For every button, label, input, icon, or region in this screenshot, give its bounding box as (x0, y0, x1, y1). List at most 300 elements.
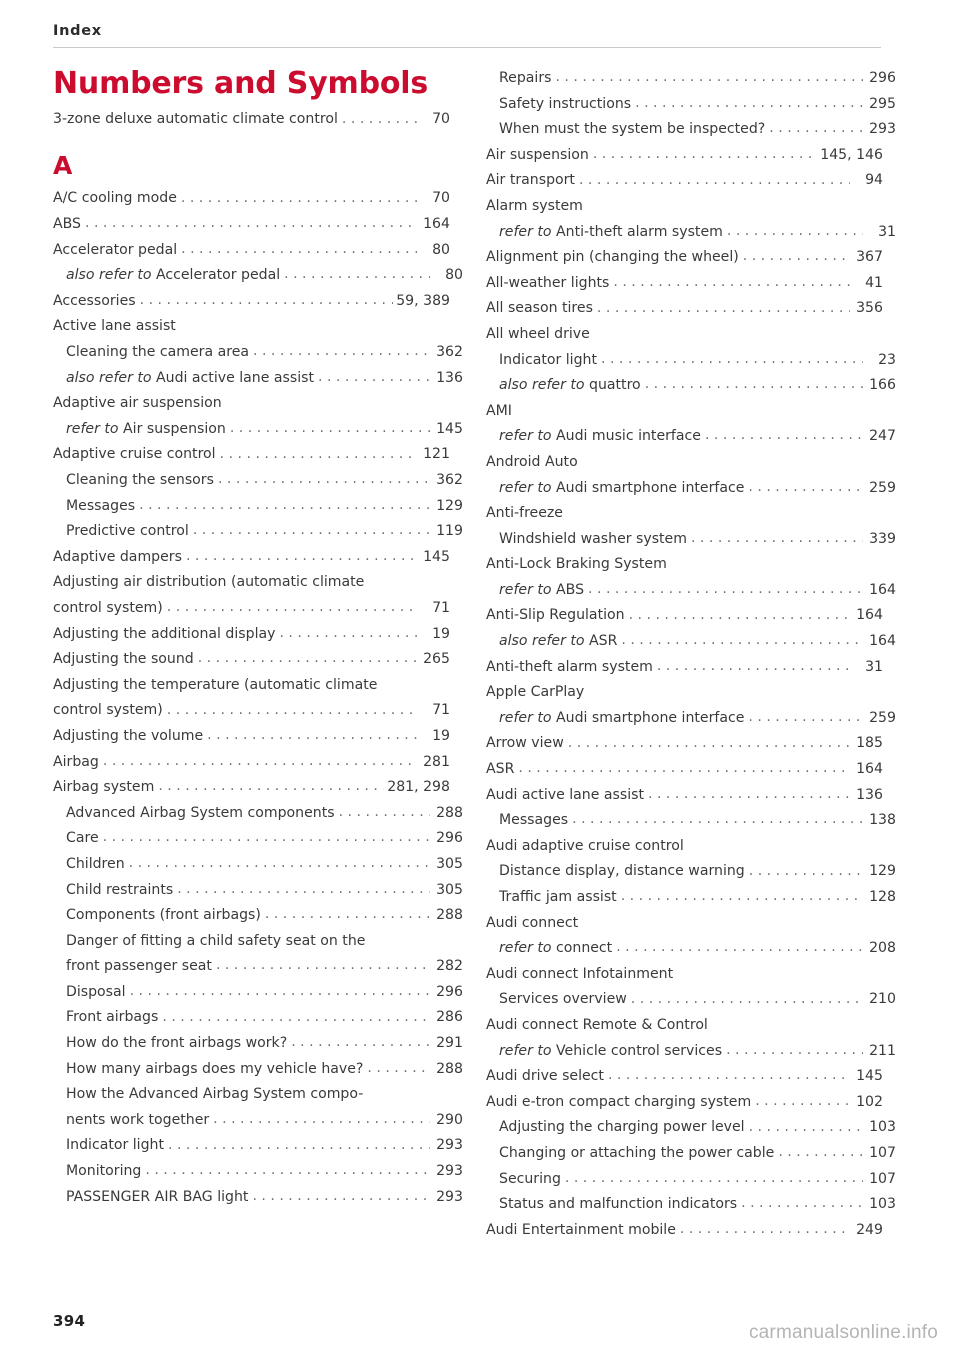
index-entry-page-number: 259 (869, 709, 896, 726)
index-entry-label: ABS (53, 216, 82, 233)
dot-leader (613, 282, 850, 296)
index-entry-page-number: 121 (423, 446, 450, 463)
index-entry-label: How the Advanced Airbag System compo- (66, 1086, 364, 1103)
index-entry-page-number: 145 (436, 420, 463, 437)
index-entry-page-number: 249 (856, 1221, 883, 1238)
dot-leader (207, 735, 417, 749)
dot-leader (216, 966, 430, 980)
index-entry-label: Audi drive select (486, 1068, 604, 1085)
page-header-title: Index (53, 23, 102, 39)
index-entry-label: A/C cooling mode (53, 190, 177, 207)
index-entry-page-number: 208 (869, 940, 896, 957)
index-entry[interactable] (53, 1185, 463, 1211)
index-entry-page-number: 103 (869, 1119, 896, 1136)
dot-leader (167, 710, 417, 724)
index-entry[interactable] (53, 878, 463, 904)
index-entry-label: control system) (53, 702, 163, 719)
dot-leader (213, 1119, 430, 1133)
index-entry[interactable] (53, 929, 463, 980)
dot-leader (342, 119, 417, 133)
index-entry[interactable] (53, 750, 450, 776)
index-entry-label: Components (front airbags) (66, 907, 261, 924)
index-entry-page-number: 288 (436, 907, 463, 924)
index-entry-label: Anti-Slip Regulation (486, 607, 625, 624)
index-entry-crossref-prefix: refer to (499, 428, 557, 445)
index-entry-label: Child restraints (66, 881, 174, 898)
index-entry[interactable] (486, 706, 896, 732)
dot-leader (85, 224, 417, 238)
index-entry-page-number: 265 (423, 651, 450, 668)
index-entry-label: Cleaning the camera area (66, 344, 250, 361)
index-entry[interactable] (486, 450, 883, 476)
index-entry[interactable] (486, 629, 896, 655)
dot-leader (518, 769, 850, 783)
index-entry-label: front passenger seat (66, 958, 212, 975)
index-entry-label: Audi active lane assist (486, 786, 644, 803)
index-entry-page-number: 356 (856, 300, 883, 317)
dot-leader (230, 428, 430, 442)
dot-leader (181, 249, 417, 263)
dot-leader (186, 556, 417, 570)
dot-leader (139, 505, 430, 519)
dot-leader (279, 633, 417, 647)
dot-leader (220, 454, 417, 468)
index-entry-page-number: 296 (436, 830, 463, 847)
index-entry-label: control system) (53, 599, 163, 616)
index-entry[interactable] (486, 552, 883, 578)
index-entry-label: All season tires (486, 300, 593, 317)
index-entry-label: Alignment pin (changing the wheel) (486, 249, 739, 266)
letter-heading-a: A (53, 150, 73, 180)
index-entry-page-number: 103 (869, 1196, 896, 1213)
dot-leader (755, 1101, 850, 1115)
index-entry-page-number: 288 (436, 1060, 463, 1077)
index-entry-label: Changing or attaching the power cable (499, 1144, 775, 1161)
index-entry-label-line2 (53, 698, 450, 724)
index-entry-label: Adjusting the sound (53, 651, 194, 668)
index-entry-page-number: 164 (856, 607, 883, 624)
index-entry-label: ABS (556, 581, 585, 598)
index-entry[interactable] (486, 680, 883, 706)
index-entry-label: Air transport (486, 172, 575, 189)
index-entry-crossref-prefix: also refer to (66, 369, 156, 386)
index-entry[interactable] (486, 885, 896, 911)
index-entry-page-number: 59, 389 (396, 292, 450, 309)
index-entry-label: Apple CarPlay (486, 684, 585, 701)
index-entry[interactable] (53, 340, 463, 366)
index-entry-label-line2 (66, 1108, 463, 1134)
dot-leader (162, 1017, 430, 1031)
index-entry-page-number: 129 (436, 497, 463, 514)
index-entry-page-number: 339 (869, 530, 896, 547)
index-entry-label: Android Auto (486, 453, 578, 470)
index-entry-page-number: 367 (856, 249, 883, 266)
index-entry[interactable] (53, 1031, 463, 1057)
index-entry-label: Safety instructions (499, 95, 632, 112)
index-entry[interactable] (486, 1064, 883, 1090)
index-entry[interactable] (486, 1218, 883, 1244)
index-entry[interactable] (53, 801, 463, 827)
index-entry-page-number: 166 (869, 377, 896, 394)
dot-leader (741, 1204, 863, 1218)
index-entry-crossref-prefix: refer to (499, 940, 557, 957)
index-entry-page-number: 259 (869, 479, 896, 496)
index-entry[interactable] (486, 834, 883, 860)
index-entry-label: Arrow view (486, 735, 564, 752)
index-entry-crossref-prefix: refer to (499, 1042, 557, 1059)
index-entry-label: Securing (499, 1170, 561, 1187)
index-entry-page-number: 19 (432, 727, 450, 744)
index-entry[interactable] (486, 655, 883, 681)
index-entry[interactable] (486, 987, 896, 1013)
index-entry[interactable] (53, 519, 463, 545)
dot-leader (726, 1050, 863, 1064)
index-entry-label-line2 (66, 954, 463, 980)
index-entry-label: Care (66, 830, 99, 847)
index-entry-label-line1 (53, 570, 450, 596)
index-entry-label: Indicator light (499, 351, 597, 368)
index-entry-label: Indicator light (66, 1137, 164, 1154)
index-entry[interactable] (486, 1013, 883, 1039)
index-entry[interactable] (486, 220, 896, 246)
dot-leader (565, 1178, 863, 1192)
index-entry[interactable] (53, 107, 450, 133)
index-entry-page-number: 41 (865, 274, 883, 291)
index-entry-label: ASR (589, 633, 618, 650)
index-entry[interactable] (486, 501, 883, 527)
index-entry-label: ASR (486, 761, 515, 778)
index-entry-page-number: 293 (436, 1163, 463, 1180)
index-entry[interactable] (53, 391, 450, 417)
index-entry-label: Audi connect Remote & Control (486, 1016, 708, 1033)
page-number: 394 (53, 1312, 86, 1330)
index-entry-label: Predictive control (66, 523, 189, 540)
index-entry-page-number: 305 (436, 855, 463, 872)
dot-leader (680, 1229, 850, 1243)
index-entry[interactable] (53, 1082, 463, 1133)
index-entry-label-line1 (66, 929, 463, 955)
dot-leader (130, 991, 430, 1005)
index-entry-page-number: 164 (423, 216, 450, 233)
index-entry-label: Audi smartphone interface (556, 479, 745, 496)
index-entry-page-number: 290 (436, 1111, 463, 1128)
dot-leader (198, 659, 417, 673)
index-entry-page-number: 138 (869, 812, 896, 829)
index-list-a-right (486, 66, 896, 1243)
index-entry-page-number: 210 (869, 991, 896, 1008)
index-entry[interactable] (53, 442, 450, 468)
index-entry[interactable] (53, 852, 463, 878)
dot-leader (629, 615, 850, 629)
dot-leader (167, 607, 417, 621)
index-entry-label: Anti-theft alarm system (486, 658, 653, 675)
index-entry[interactable] (486, 245, 883, 271)
index-entry-page-number: 71 (432, 702, 450, 719)
index-entry[interactable] (486, 143, 883, 169)
index-entry-label: Adjusting the additional display (53, 625, 276, 642)
index-entry-label: Airbag system (53, 779, 155, 796)
dot-leader (253, 352, 430, 366)
dot-leader (749, 1127, 863, 1141)
index-entry[interactable] (486, 168, 883, 194)
index-entry-label: Audi adaptive cruise control (486, 837, 684, 854)
index-entry[interactable] (486, 757, 883, 783)
dot-leader (177, 889, 430, 903)
index-entry-page-number: 129 (869, 863, 896, 880)
dot-leader (145, 1171, 430, 1185)
index-entry[interactable] (53, 647, 450, 673)
index-entry-page-number: 136 (436, 369, 463, 386)
index-entry-page-number: 293 (436, 1137, 463, 1154)
index-entry-page-number: 164 (869, 581, 896, 598)
index-column-right (486, 66, 896, 1243)
dot-leader (168, 1145, 430, 1159)
index-entry-page-number: 288 (436, 804, 463, 821)
index-entry[interactable] (53, 289, 450, 315)
index-entry-label-line1 (66, 1082, 463, 1108)
index-entry-label: Distance display, distance warning (499, 863, 745, 880)
index-entry-page-number: 70 (432, 111, 450, 128)
index-entry-label: Advanced Airbag System components (66, 804, 335, 821)
section-title-numbers-and-symbols: Numbers and Symbols (53, 66, 429, 101)
index-entry-page-number: 80 (432, 241, 450, 258)
index-entry[interactable] (486, 731, 883, 757)
index-entry-label: All-weather lights (486, 274, 610, 291)
dot-leader (555, 78, 863, 92)
index-entry-label: Status and malfunction indicators (499, 1196, 738, 1213)
index-entry[interactable] (53, 417, 463, 443)
dot-leader (193, 531, 430, 545)
index-entry[interactable] (486, 962, 883, 988)
dot-leader (252, 1196, 430, 1210)
index-entry[interactable] (53, 238, 450, 264)
index-entry-label: Cleaning the sensors (66, 472, 214, 489)
index-entry[interactable] (486, 859, 896, 885)
dot-leader (158, 787, 384, 801)
index-entry[interactable] (53, 1005, 463, 1031)
header-divider (53, 47, 881, 48)
index-entry[interactable] (486, 1141, 896, 1167)
index-entry[interactable] (486, 527, 896, 553)
index-entry-label: Messages (66, 497, 136, 514)
index-entry[interactable] (486, 271, 883, 297)
index-entry-label: Active lane assist (53, 318, 176, 335)
index-entry-page-number: 247 (869, 428, 896, 445)
dot-leader (579, 180, 850, 194)
index-entry-page-number: 296 (436, 983, 463, 1000)
index-entry-page-number: 211 (869, 1042, 896, 1059)
index-entry[interactable] (53, 314, 450, 340)
index-entry-label: Audi music interface (556, 428, 701, 445)
index-entry-crossref-prefix: refer to (499, 709, 557, 726)
dot-leader (588, 589, 863, 603)
index-entry[interactable] (486, 194, 883, 220)
index-entry-page-number: 23 (878, 351, 896, 368)
index-entry[interactable] (486, 66, 896, 92)
index-entry-label: Accelerator pedal (156, 267, 281, 284)
index-entry[interactable] (53, 494, 463, 520)
index-entry-page-number: 145, 146 (820, 146, 883, 163)
index-entry-label: Monitoring (66, 1163, 142, 1180)
index-entry[interactable] (53, 545, 450, 571)
index-entry-page-number: 296 (869, 70, 896, 86)
dot-leader (705, 436, 863, 450)
index-entry-page-number: 19 (432, 625, 450, 642)
index-entry-label: Audi smartphone interface (556, 709, 745, 726)
index-entry[interactable] (53, 1159, 463, 1185)
index-entry[interactable] (53, 826, 463, 852)
index-entry-label: Repairs (499, 70, 552, 86)
dot-leader (648, 794, 850, 808)
index-entry-label: How do the front airbags work? (66, 1035, 288, 1052)
index-column-left (53, 66, 463, 1210)
dot-leader (291, 1043, 430, 1057)
index-entry-label: Vehicle control services (556, 1042, 723, 1059)
index-entry-page-number: 145 (856, 1068, 883, 1085)
index-entry[interactable] (53, 570, 450, 621)
index-entry[interactable] (53, 468, 463, 494)
index-entry-page-number: 71 (432, 599, 450, 616)
dot-leader (657, 666, 850, 680)
index-entry[interactable] (486, 1039, 896, 1065)
index-entry-label: quattro (589, 377, 641, 394)
index-entry-crossref-prefix: refer to (499, 479, 557, 496)
dot-leader (743, 257, 850, 271)
index-entry-label: Messages (499, 812, 569, 829)
dot-leader (691, 538, 863, 552)
dot-leader (769, 129, 863, 143)
dot-leader (778, 1152, 863, 1166)
index-entry[interactable] (53, 980, 463, 1006)
dot-leader (318, 377, 430, 391)
index-entry[interactable] (486, 808, 896, 834)
index-entry-page-number: 185 (856, 735, 883, 752)
index-entry[interactable] (486, 603, 883, 629)
dot-leader (181, 198, 417, 212)
dot-leader (645, 385, 863, 399)
index-entry[interactable] (53, 366, 463, 392)
index-entry-label: Air suspension (486, 146, 589, 163)
index-entry-label: 3-zone deluxe automatic climate control (53, 111, 338, 128)
dot-leader (727, 231, 863, 245)
index-entry[interactable] (53, 903, 463, 929)
index-entry-label: Accelerator pedal (53, 241, 178, 258)
index-entry-label: Audi connect Infotainment (486, 965, 674, 982)
dot-leader (572, 820, 863, 834)
index-entry[interactable] (53, 724, 450, 750)
index-entry-label: Adjusting the volume (53, 727, 204, 744)
dot-leader (140, 300, 394, 314)
index-entry[interactable] (486, 911, 883, 937)
index-entry-label: Accessories (53, 292, 136, 309)
dot-leader (616, 948, 863, 962)
index-entry[interactable] (486, 424, 896, 450)
index-entry[interactable] (486, 476, 896, 502)
index-entry[interactable] (53, 186, 450, 212)
dot-leader (568, 743, 850, 757)
index-entry[interactable] (53, 673, 450, 724)
index-entry-crossref-prefix: also refer to (66, 267, 156, 284)
index-entry[interactable] (486, 296, 883, 322)
index-entry[interactable] (486, 783, 883, 809)
index-entry[interactable] (486, 936, 896, 962)
index-entry[interactable] (53, 775, 450, 801)
index-entry-label: PASSENGER AIR BAG light (66, 1188, 249, 1205)
dot-leader (748, 487, 863, 501)
index-entry-label: Windshield washer system (499, 530, 687, 547)
index-entry-label: Audi connect (486, 914, 579, 931)
index-entry[interactable] (486, 1167, 896, 1193)
index-entry-page-number: 362 (436, 472, 463, 489)
index-entry[interactable] (486, 373, 896, 399)
index-entry[interactable] (53, 212, 450, 238)
index-entry-page-number: 70 (432, 190, 450, 207)
index-entry-label: How many airbags does my vehicle have? (66, 1060, 364, 1077)
index-entry-label: Airbag (53, 753, 99, 770)
index-entry[interactable] (486, 348, 896, 374)
index-entry-label: Anti-freeze (486, 505, 563, 522)
dot-leader (621, 897, 863, 911)
index-entry-label: Services overview (499, 991, 627, 1008)
dot-leader (597, 308, 850, 322)
dot-leader (103, 761, 417, 775)
dot-leader (621, 641, 863, 655)
index-entry[interactable] (53, 622, 450, 648)
index-entry[interactable] (53, 1133, 463, 1159)
index-entry[interactable] (53, 263, 463, 289)
index-entry-label: Traffic jam assist (499, 889, 617, 905)
index-entry-page-number: 293 (869, 121, 896, 138)
index-entry-label: Adjusting the temperature (automatic climate (53, 676, 378, 693)
index-entry-label: Air suspension (123, 420, 226, 437)
index-entry[interactable] (486, 1115, 896, 1141)
index-entry[interactable] (486, 578, 896, 604)
index-entry-label: All wheel drive (486, 325, 590, 342)
index-entry-page-number: 31 (878, 223, 896, 240)
index-entry-crossref-prefix: refer to (66, 420, 124, 437)
index-entry-label: Children (66, 855, 125, 872)
index-entry-label: AMI (486, 402, 512, 419)
index-entry[interactable] (486, 92, 896, 118)
dot-leader (748, 717, 863, 731)
index-entry-page-number: 293 (436, 1188, 463, 1205)
index-entry-page-number: 107 (869, 1170, 896, 1187)
dot-leader (631, 999, 863, 1013)
index-entry-page-number: 362 (436, 344, 463, 361)
index-entry-label: Alarm system (486, 197, 583, 214)
index-entry-label: Danger of fitting a child safety seat on the (66, 932, 366, 949)
index-entry-page-number: 286 (436, 1009, 463, 1026)
index-entry-label: Audi Entertainment mobile (486, 1221, 676, 1238)
index-entry-label: connect (556, 940, 613, 957)
index-entry[interactable] (53, 1057, 463, 1083)
dot-leader (608, 1076, 850, 1090)
index-entry[interactable] (486, 1090, 883, 1116)
index-entry-label: Adaptive cruise control (53, 446, 216, 463)
index-entry-label: Disposal (66, 983, 126, 1000)
dot-leader (103, 838, 430, 852)
page-header (53, 24, 881, 48)
index-entry-label: Front airbags (66, 1009, 159, 1026)
index-entry[interactable] (486, 117, 896, 143)
index-entry[interactable] (486, 322, 883, 348)
index-entry-crossref-prefix: also refer to (499, 377, 589, 394)
index-entry[interactable] (486, 399, 883, 425)
index-entry[interactable] (486, 1192, 896, 1218)
index-entry-page-number: 164 (856, 761, 883, 778)
index-entry-page-number: 164 (869, 633, 896, 650)
index-entry-label: Adaptive air suspension (53, 395, 222, 412)
